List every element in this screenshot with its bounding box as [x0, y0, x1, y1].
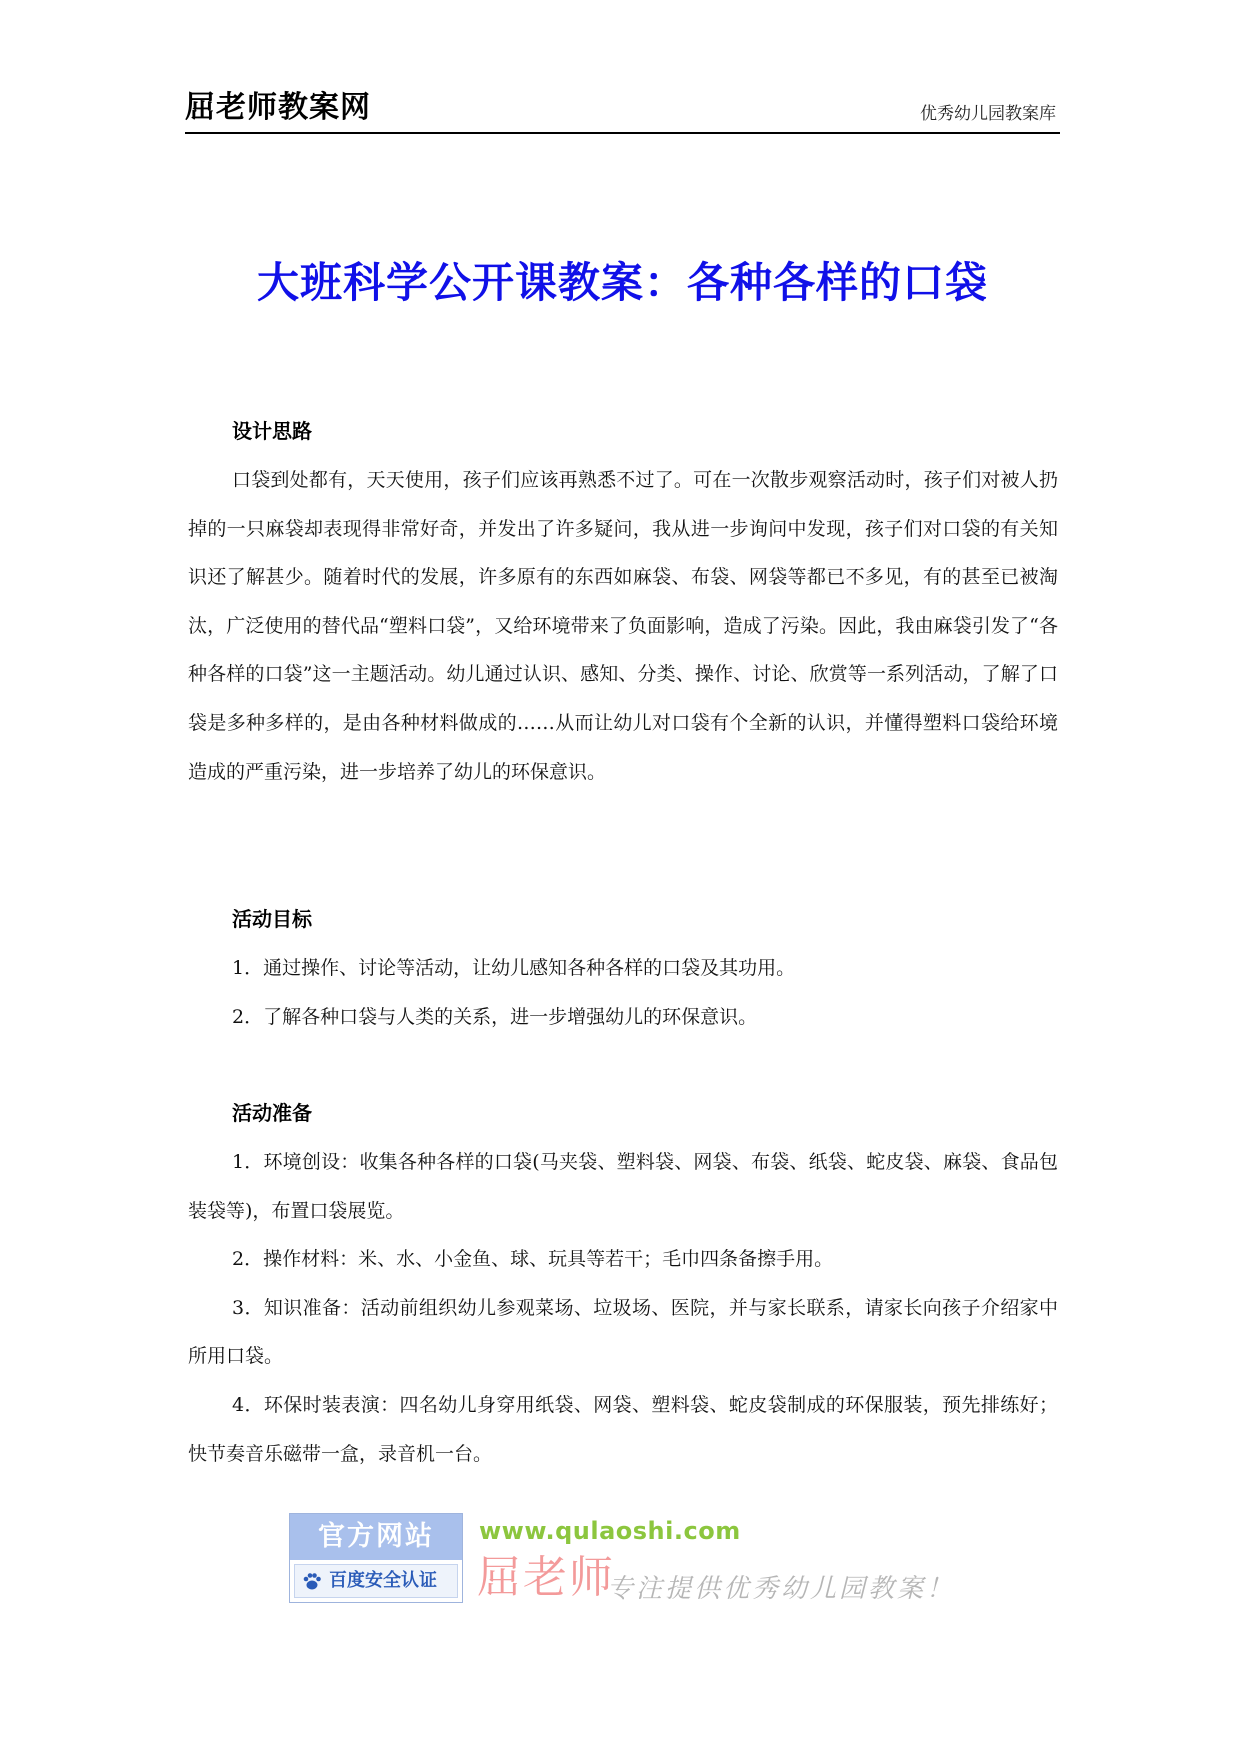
badge-certification-label: 百度安全认证: [329, 1570, 437, 1591]
section-heading: 设计思路: [232, 419, 312, 443]
document-title: 大班科学公开课教案：各种各样的口袋: [256, 258, 988, 307]
page-header: [185, 88, 1060, 134]
section-preparation: [188, 1099, 1058, 1478]
site-url: www.qulaoshi.com: [479, 1517, 741, 1545]
badge-certification: [294, 1564, 458, 1598]
section-goals: [188, 905, 1058, 1041]
badge-title: 官方网站: [290, 1514, 462, 1560]
site-title: 屈老师教案网: [185, 90, 371, 125]
preparation-item: 1．环境创设：收集各种各样的口袋(马夹袋、塑料袋、网袋、布袋、纸袋、蛇皮袋、麻袋、食品包装袋等)，布置口袋展览。: [188, 1151, 1058, 1222]
goal-item: 1．通过操作、讨论等活动，让幼儿感知各种各样的口袋及其功用。: [232, 957, 796, 979]
preparation-item: 2．操作材料：米、水、小金鱼、球、玩具等若干；毛巾四条备擦手用。: [232, 1248, 834, 1271]
footer-logo: [289, 1513, 959, 1603]
preparation-item: 4．环保时装表演：四名幼儿身穿用纸袋、网袋、塑料袋、蛇皮袋制成的环保服装，预先排练好；快节奏音乐磁带一盒，录音机一台。: [188, 1393, 1058, 1465]
section-heading: 活动目标: [232, 907, 312, 931]
preparation-item: 3．知识准备：活动前组织幼儿参观菜场、垃圾场、医院，并与家长联系，请家长向孩子介绍家中所用口袋。: [188, 1296, 1058, 1368]
section-heading: 活动准备: [232, 1101, 312, 1125]
site-tagline: 优秀幼儿园教案库: [920, 104, 1056, 124]
brand-name: 屈老师: [477, 1552, 615, 1603]
brand-slogan: 专注提供优秀幼儿园教案！: [607, 1574, 956, 1604]
paw-icon: [301, 1570, 323, 1592]
goal-item: 2．了解各种口袋与人类的关系，进一步增强幼儿的环保意识。: [232, 1005, 758, 1028]
certification-badge: [289, 1513, 463, 1603]
design-paragraph: 口袋到处都有，天天使用，孩子们应该再熟悉不过了。可在一次散步观察活动时，孩子们对被人扔掉的一只麻袋却表现得非常好奇，并发出了许多疑问，我从进一步询问中发现，孩子们对口袋的有关知识还了解甚少。随着时代的发展，许多原有的东西如麻袋、布袋、网袋等都已不多见，有的甚至已被淘汰，广泛使用的替代品“塑料口袋”，又给环境带来了负面影响，造成了污染。因此，我由麻袋引发了“各种各样的口袋”这一主题活动。幼儿通过认识、感知、分类、操作、讨论、欣赏等一系列活动，了解了口袋是多种多样的，是由各种材料做成的……从而让幼儿对口袋有个全新的认识，并懂得塑料口袋给环境造成的严重污染，进一步培养了幼儿的环保意识。: [188, 469, 1058, 783]
section-design: [188, 417, 1058, 796]
